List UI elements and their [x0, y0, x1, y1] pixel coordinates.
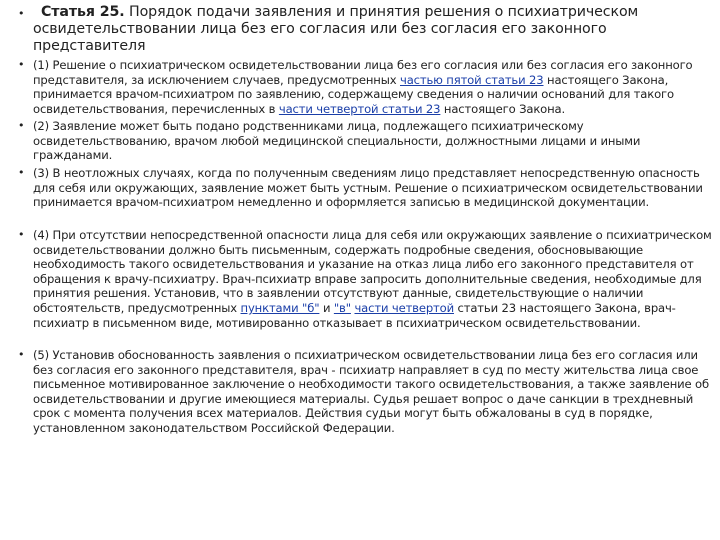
link-part-5-article-23[interactable]: частью пятой статьи 23	[400, 72, 544, 87]
link-part-4-article-23[interactable]: части четвертой статьи 23	[278, 101, 441, 116]
paragraph-1-text-a: (1) Решение о психиатрическом освидетельствовании лица без его согласия или без согласия его законного представителя, за исключением случаев, предусмотренных	[33, 58, 693, 87]
article-title	[33, 4, 720, 55]
article-heading-part2: освидетельствовании лица без его согласия или без согласия его законного представителя	[33, 21, 607, 54]
paragraph-1	[33, 58, 713, 116]
bullet: •	[18, 228, 25, 241]
paragraph-4	[33, 228, 713, 330]
bullet: •	[18, 7, 25, 20]
bullet: •	[18, 58, 25, 71]
paragraph-2: (2) Заявление может быть подано родственниками лица, подлежащего психиатрическому освидетельствованию, врачом любой медицинской специальности, должностными лицами и иными гражданами.	[33, 119, 641, 163]
paragraph-1-text-c: настоящего Закона.	[440, 101, 566, 116]
paragraph-5: (5) Установив обоснованность заявления о психиатрическом освидетельствовании лица без его согласия или без согласия его законного представителя, врач - психиатр направляет в суд по месту жительства лица свое письменное мотивированное заключение о необходимости такого освидетельствования, а также заявление об освидетельствовании и другие имеющиеся материалы. Судья решает вопрос о даче санкции в трехдневный срок с момента получения всех материалов. Действия судьи могут быть обжалованы в суд в порядке, установленном законодательством Российской Федерации.	[33, 348, 709, 435]
link-item-v[interactable]: "в"	[333, 300, 351, 315]
paragraph-3: (3) В неотложных случаях, когда по полученным сведениям лицо представляет непосредственную опасность для себя или окружающих, заявление может быть устным. Решение о психиатрическом освидетельствовании принимается врачом-психиатром немедленно и оформляется записью в медицинской документации.	[33, 166, 703, 210]
paragraph-1-text-b: настоящего Закона, принимается врачом-психиатром по заявлению, содержащему сведения о наличии оснований для такого освидетельствования, перечисленных в	[33, 72, 674, 116]
bullet: •	[18, 348, 25, 361]
bullet: •	[18, 166, 25, 179]
link-items-b[interactable]: пунктами "б"	[240, 300, 320, 315]
link-part-4[interactable]: части четвертой	[354, 300, 454, 315]
article-heading-part1: Порядок подачи заявления и принятия решения о психиатрическом	[129, 4, 639, 20]
paragraph-4-text-a: (4) При отсутствии непосредственной опасности лица для себя или окружающих заявление о психиатрическом освидетельствовании должно быть письменным, содержать подробные сведения, обосновывающие необходимость такого освидетельствования и указание на отказ лица либо его законного представителя от обращения к врачу-психиатру. Врач-психиатр вправе запросить дополнительные сведения, необходимые для принятия решения. Установив, что в заявлении отсутствуют данные, свидетельствующие о наличии обстоятельств, предусмотренных	[33, 228, 712, 315]
paragraph-4-text-b: и	[319, 300, 334, 315]
paragraph-4-text-d: статьи 23 настоящего Закона, врач-психиатр в письменном виде, мотивированно отказывает в психиатрическом освидетельствовании.	[33, 300, 676, 330]
article-number: Статья 25.	[41, 4, 125, 20]
bullet: •	[18, 119, 25, 132]
